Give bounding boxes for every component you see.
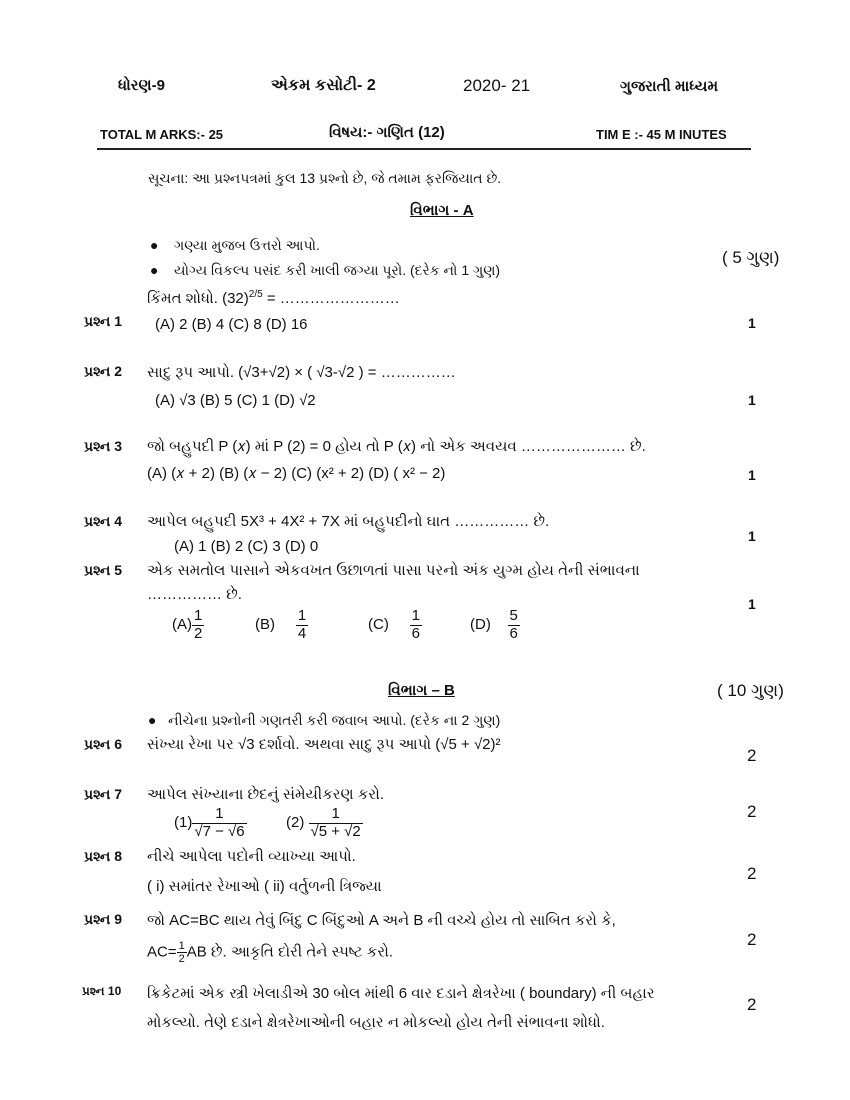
option-label: (A): [172, 615, 192, 633]
section-a-title: વિભાગ - A: [410, 202, 474, 219]
denominator: 6: [411, 624, 421, 642]
section-a-marks: ( 5 ગુણ): [722, 248, 780, 267]
question-9-label: પ્રશ્ન 9: [84, 911, 123, 927]
numerator: 1: [192, 806, 246, 824]
time-limit: TIM E :- 45 M INUTES: [596, 127, 727, 142]
denominator: 2: [194, 624, 203, 642]
medium-label: ગુજરાતી માધ્યમ: [620, 78, 719, 95]
numerator: 1: [309, 806, 363, 824]
bullet-text: ગણ્યા મુજબ ઉત્તરો આપો.: [174, 237, 320, 253]
question-7-label: પ્રશ્ન 7: [84, 786, 123, 802]
class-label: ધોરણ-9: [118, 77, 165, 94]
fraction: [177, 940, 187, 965]
text-segment: AB છે. આકૃતિ દોરી તેને સ્પષ્ટ કરો.: [186, 943, 394, 961]
question-5-option-c: [368, 608, 422, 642]
denominator: √7 − √6: [194, 822, 245, 840]
subject-label: વિષય:- ગણિત (12): [329, 124, 445, 141]
question-8-text: નીચે આપેલા પદોની વ્યાખ્યા આપો.: [147, 848, 356, 865]
question-4-marks: 1: [748, 528, 756, 544]
numerator: 1: [194, 607, 203, 624]
section-b-title: વિભાગ – B: [388, 682, 455, 699]
question-7-part-1: [174, 806, 247, 840]
bullet-text: યોગ્ય વિકલ્પ પસંદ કરી ખાલી જગ્યા પૂરો. (દરેક નો 1 ગુણ): [174, 262, 501, 278]
part-label: (2): [286, 813, 305, 831]
option-label: (C): [368, 615, 389, 633]
question-10-text-cont: મોકલ્યો. તેણે દડાને ક્ષેત્રરેખાઓની બહાર ન મોકલ્યો હોય તેની સંભાવના શોધો.: [147, 1014, 605, 1031]
question-4-options: (A) 1 (B) 2 (C) 3 (D) 0: [174, 538, 319, 555]
question-5-label: પ્રશ્ન 5: [84, 562, 123, 578]
fraction: [309, 806, 363, 840]
question-5-marks: 1: [748, 596, 756, 612]
bullet-icon: ●: [148, 712, 157, 728]
question-9-marks: 2: [747, 930, 757, 949]
question-1-options: (A) 2 (B) 4 (C) 8 (D) 16: [155, 316, 308, 333]
question-4-text: આપેલ બહુપદી 5X³ + 4X² + 7X માં બહુપદીનો ઘાત …………… છે.: [147, 513, 550, 530]
part-label: (1): [174, 813, 193, 831]
denominator: 6: [509, 624, 518, 642]
question-text: કિંમત શોધો. (32): [147, 290, 249, 307]
question-2-text: સાદુ રૂપ આપો. (√3+√2) × ( √3-√2 ) = ……………: [147, 364, 456, 381]
question-7-part-2: [286, 806, 363, 840]
question-1-label: પ્રશ્ન 1: [84, 313, 123, 329]
fraction: [296, 608, 308, 642]
question-1-text: [147, 289, 400, 307]
question-10-marks: 2: [747, 995, 757, 1014]
question-5-text: એક સમતોલ પાસાને એકવખત ઉછાળતાં પાસા પરનો અંક યુગ્મ હોય તેની સંભાવના: [147, 562, 640, 579]
question-7-text: આપેલ સંખ્યાના છેદનું સંમેયીકરણ કરો.: [147, 786, 385, 803]
question-8-parts: ( i) સમાંતર રેખાઓ ( ii) વર્તુળની ત્રિજ્યા: [147, 878, 382, 895]
fraction: [410, 608, 422, 642]
question-3-marks: 1: [748, 467, 756, 483]
question-10-label: પ્રશ્ન 10: [82, 984, 122, 998]
numerator: 5: [509, 607, 518, 624]
section-a-bullet-2: [150, 262, 500, 279]
test-title: એકમ કસોટી- 2: [271, 77, 376, 94]
fraction: [508, 608, 520, 642]
total-marks: TOTAL M ARKS:- 25: [100, 127, 224, 142]
numerator: 1: [297, 607, 307, 624]
option-label: (B): [255, 615, 275, 633]
section-b-marks: ( 10 ગુણ): [717, 681, 784, 700]
question-8-marks: 2: [747, 864, 757, 883]
exponent: 2/5: [248, 289, 263, 300]
question-8-label: પ્રશ્ન 8: [84, 848, 123, 864]
header-divider: [97, 148, 751, 150]
bullet-text: નીચેના પ્રશ્નોની ગણતરી કરી જવાબ આપો. (દરેક ના 2 ગુણ): [168, 712, 501, 728]
question-3-options: (A) (𝑥 + 2) (B) (𝑥 − 2) (C) (x² + 2) (D) ( x² − 2): [147, 465, 446, 482]
question-5-text-cont: …………… છે.: [147, 586, 242, 603]
instructions: સૂચના: આ પ્રશ્નપત્રમાં કુલ 13 પ્રશ્નો છે, જે તમામ ફરજિયાત છે.: [148, 170, 502, 186]
option-label: (D): [470, 615, 491, 633]
numerator: 1: [411, 607, 421, 624]
text-segment: AC=: [147, 943, 177, 961]
section-b-bullet-1: [148, 712, 500, 729]
question-9-text: જો AC=BC થાય તેવું બિંદુ C બિંદુઓ A અને B ની વચ્ચે હોય તો સાબિત કરો કે,: [147, 912, 616, 929]
question-6-marks: 2: [747, 746, 757, 765]
question-7-marks: 2: [747, 802, 757, 821]
fraction: [192, 608, 204, 642]
question-1-marks: 1: [748, 315, 756, 331]
section-a-bullet-1: [150, 237, 320, 254]
question-2-marks: 1: [748, 392, 756, 408]
question-3-text: જો બહુપદી P (𝑥) માં P (2) = 0 હોય તો P (𝑥) નો એક અવયવ ………………… છે.: [147, 438, 646, 455]
numerator: 1: [178, 940, 185, 952]
denominator: 2: [178, 953, 185, 966]
denominator: 4: [297, 624, 307, 642]
denominator: √5 + √2: [310, 822, 361, 840]
question-6-label: પ્રશ્ન 6: [84, 736, 123, 752]
question-2-options: (A) √3 (B) 5 (C) 1 (D) √2: [155, 392, 316, 409]
question-6-text: સંખ્યા રેખા પર √3 દર્શાવો. અથવા સાદુ રૂપ આપો (√5 + √2)²: [147, 736, 501, 753]
question-5-option-b: [255, 608, 308, 642]
question-4-label: પ્રશ્ન 4: [84, 513, 123, 529]
question-3-label: પ્રશ્ન 3: [84, 438, 123, 454]
question-10-text: ક્રિકેટમાં એક સ્ત્રી ખેલાડીએ 30 બોલ માંથી 6 વાર દડાને ક્ષેત્રરેખા ( boundary) ની બહાર: [147, 985, 655, 1002]
bullet-icon: ●: [150, 237, 159, 253]
bullet-icon: ●: [150, 262, 159, 278]
question-5-option-d: [470, 608, 520, 642]
question-blank: = ……………………: [262, 290, 400, 307]
academic-year: 2020- 21: [463, 76, 531, 95]
question-5-option-a: [172, 608, 204, 642]
question-2-label: પ્રશ્ન 2: [84, 363, 123, 379]
fraction: [192, 806, 246, 840]
question-9-text-cont: [147, 940, 393, 965]
